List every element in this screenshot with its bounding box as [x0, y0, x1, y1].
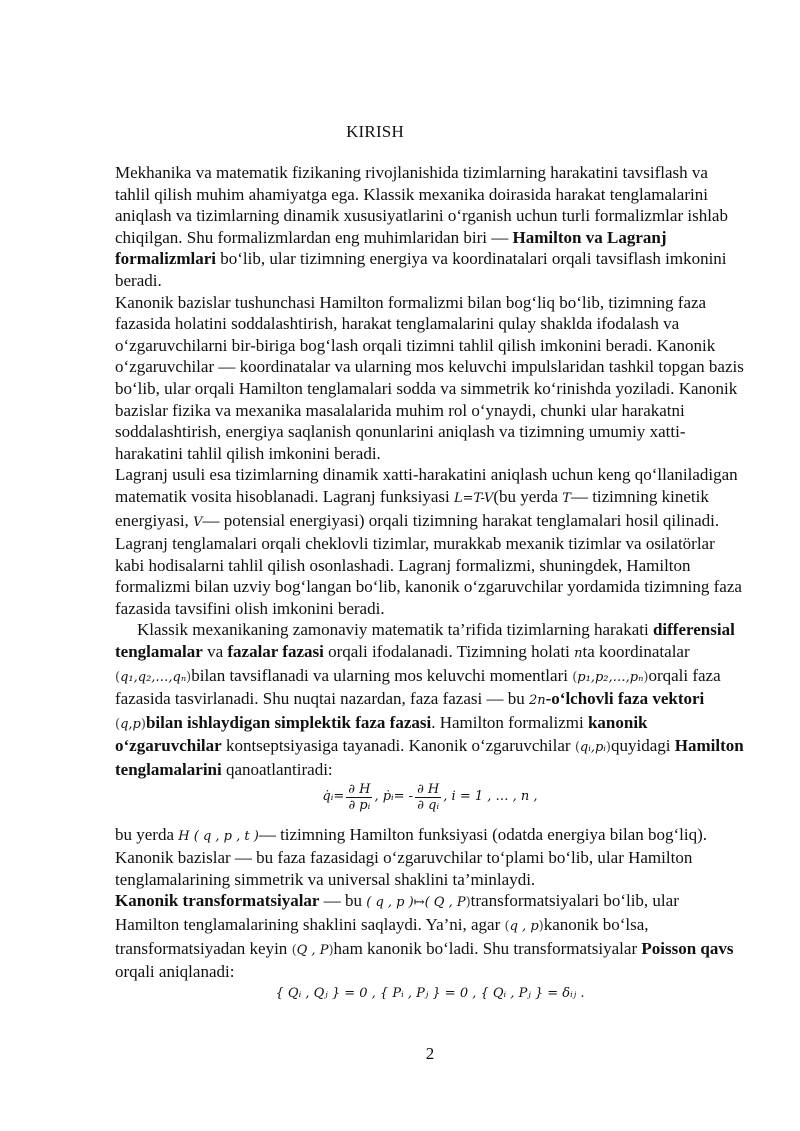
math-inline: (: [574, 740, 580, 756]
math-inline: ): [643, 669, 649, 685]
math-inline: ): [605, 740, 611, 756]
text: bu yerda: [115, 824, 179, 844]
bold-term: Hamilton tenglamalarini: [115, 736, 744, 780]
bold-term: kanonik o‘zgaruvchilar: [115, 712, 648, 756]
math-symbol: , i = 1 , … , n ,: [443, 789, 538, 805]
hamilton-equations-formula: [115, 782, 745, 822]
text: bilan tavsiflanadi va ularning mos keluvchi momentlari: [191, 665, 573, 685]
text: orqali aniqlanadi:: [115, 962, 235, 982]
text: Mekhanika va matematik fizikaning rivojlanishida tizimlarning harakatini tavsiflash va tahlil qilish muhim ahamiyatga ega. Klassik mexanika doirasida harakat tenglamalarini aniqlash va tizimlarning dinamik xususiyatlarini o‘rganish uchun turli formalizmlar ishlab chiqilgan. Shu formalizmlardan eng muhimlaridan biri —: [115, 163, 728, 247]
paragraph-hamilton-function: [115, 824, 745, 891]
math-inline: p₁,p₂,…,pₙ: [577, 669, 644, 685]
text: . Hamilton formalizmi: [431, 712, 588, 732]
page-title: KIRISH: [346, 122, 404, 141]
text: quyidagi: [611, 736, 675, 756]
bold-term: bilan ishlaydigan simplektik faza fazasi: [145, 712, 432, 732]
fraction: [415, 782, 441, 813]
text: kontseptsiyasiga tayanadi. Kanonik o‘zgaruvchilar: [221, 736, 575, 756]
text: transformatsiyalari bo‘lib, ular Hamilton tenglamalarining shaklini saqlaydi. Ya’ni, agar: [115, 891, 679, 934]
paragraph-intro: [115, 162, 745, 292]
paragraph-lagrange: [115, 464, 745, 619]
text: (bu yerda: [493, 486, 563, 506]
math-symbol: = -: [393, 789, 414, 805]
text: orqali ifodalanadi. Tizimning holati: [323, 642, 575, 662]
text: qanoatlantiradi:: [221, 760, 333, 780]
math-inline: T: [562, 490, 571, 506]
poisson-brackets-formula: { Qᵢ , Qⱼ } = 0 , { Pᵢ , Pⱼ } = 0 , { Qᵢ , Pⱼ } = δᵢⱼ .: [275, 985, 585, 1001]
math-inline: ): [465, 895, 471, 911]
math-inline: L=T-V: [453, 490, 494, 506]
math-inline: ): [186, 669, 192, 685]
bold-term: -o‘lchovli faza vektori: [545, 689, 705, 709]
math-inline: q₁,q₂,…,qₙ: [120, 669, 187, 685]
text: va: [202, 642, 228, 662]
math-inline: qᵢ,pᵢ: [579, 740, 606, 756]
math-inline: ): [538, 919, 544, 934]
text: ta koordinatalar: [582, 642, 690, 662]
math-inline: (: [504, 919, 510, 934]
math-inline: ): [140, 716, 146, 732]
text: — tizimning Hamilton funksiyasi (odatda energiya bilan bog‘liq). Kanonik bazislar — bu faza fazasidagi o‘zgaruvchilar to‘plami bo‘lib, ular Hamilton tenglamalarining simmetrik va universal shaklini ta’minlaydi.: [115, 824, 708, 889]
math-inline: (: [572, 669, 578, 685]
math-inline: (: [291, 942, 297, 958]
math-inline: q,p: [120, 716, 141, 732]
math-inline: 2n: [528, 693, 546, 709]
text: orqali faza fazasida tasvirlanadi. Shu nuqtai nazardan, faza fazasi — bu: [115, 665, 721, 709]
text: — tizimning kinetik energiyasi,: [115, 486, 709, 530]
text: — potensial energiyasi) orqali tizimning harakat tenglamalari hosil qilinadi. Lagranj tenglamalari orqali cheklovli tizimlar, murakkab mexanik tizimlar va osilatörlar kabi hodisalarni tahlil qilish osonlashadi. Lagranj formalizmi, shuningdek, Hamilton formalizmi bilan uzviy bog‘langan bo‘lib, kanonik o‘zgaruvchilar yordamida tizimning faza fazasida tavsifini olish imkonini beradi.: [115, 510, 742, 618]
paragraph-canonical-bases: Kanonik bazislar tushunchasi Hamilton formalizmi bilan bog‘liq bo‘lib, tizimning faza fazasida holatini soddalashtirish, harakat tenglamalarini qulay shaklda ifodalash va o‘zgaruvchilarni bir-biriga bog‘lash orqali tizimni tahlil qilish imkonini beradi. Kanonik o‘zgaruvchilar — koordinatalar va ularning mos keluvchi impulslaridan tashkil topgan bazis bo‘lib, ular orqali Hamilton tenglamalari sodda va simmetrik ko‘rinishda yoziladi. Kanonik bazislar fizika va mexanika masalalarida muhim rol o‘ynaydi, chunki ular harakatni soddalashtirish, energiya saqlanish qonunlarini aniqlash va tizimning umumiy xatti-harakatini tahlil qilish imkonini beradi.: [115, 292, 744, 463]
math-inline: ): [328, 942, 334, 958]
fraction-numerator: ∂ H: [348, 781, 371, 797]
math-inline: H ( q , p , t ): [178, 828, 259, 844]
math-inline: Q , P: [296, 942, 329, 958]
fraction-denominator: ∂ pᵢ: [348, 797, 371, 813]
math-symbol: , ṗᵢ: [374, 789, 394, 805]
bold-term: Hamilton va Lagranj formalizmlari: [115, 227, 667, 269]
text: Klassik mexanikaning zamonaviy matematik ta’rifida tizimlarning harakati: [137, 620, 653, 640]
fraction: [346, 782, 372, 813]
math-inline: n: [574, 646, 583, 662]
math-inline: V: [193, 514, 203, 530]
math-inline: ( q , p )↦( Q , P: [366, 895, 466, 911]
paragraph-phase-space: [115, 619, 745, 780]
body-text: [115, 162, 745, 1005]
paragraph-canonical-transformations: [115, 890, 745, 982]
bold-term: differensial tenglamalar: [115, 620, 735, 662]
text: ham kanonik bo‘ladi. Shu transformatsiyalar: [333, 938, 642, 958]
math-symbol: q̇ᵢ: [322, 789, 334, 805]
math-symbol: =: [333, 789, 345, 805]
bold-term: Poisson qavs: [641, 938, 734, 958]
text: — bu: [319, 891, 367, 911]
text: bo‘lib, ular tizimning energiya va koordinatalari orqali tavsiflash imkonini beradi.: [115, 249, 727, 290]
text: Lagranj usuli esa tizimlarning dinamik xatti-harakatini aniqlash uchun keng qo‘llaniladigan matematik vosita hisoblanadi. Lagranj funksiyasi: [115, 465, 738, 506]
fraction-denominator: ∂ qᵢ: [417, 797, 440, 813]
math-inline: (: [115, 669, 121, 685]
math-inline: q , p: [509, 919, 539, 934]
math-inline: (: [115, 716, 121, 732]
bold-term: fazalar fazasi: [227, 642, 324, 662]
bold-term: Kanonik transformatsiyalar: [115, 891, 320, 911]
fraction-numerator: ∂ H: [417, 781, 440, 797]
page-number: 2: [425, 1044, 435, 1063]
text: kanonik bo‘lsa, transformatsiyadan keyin: [115, 915, 649, 958]
